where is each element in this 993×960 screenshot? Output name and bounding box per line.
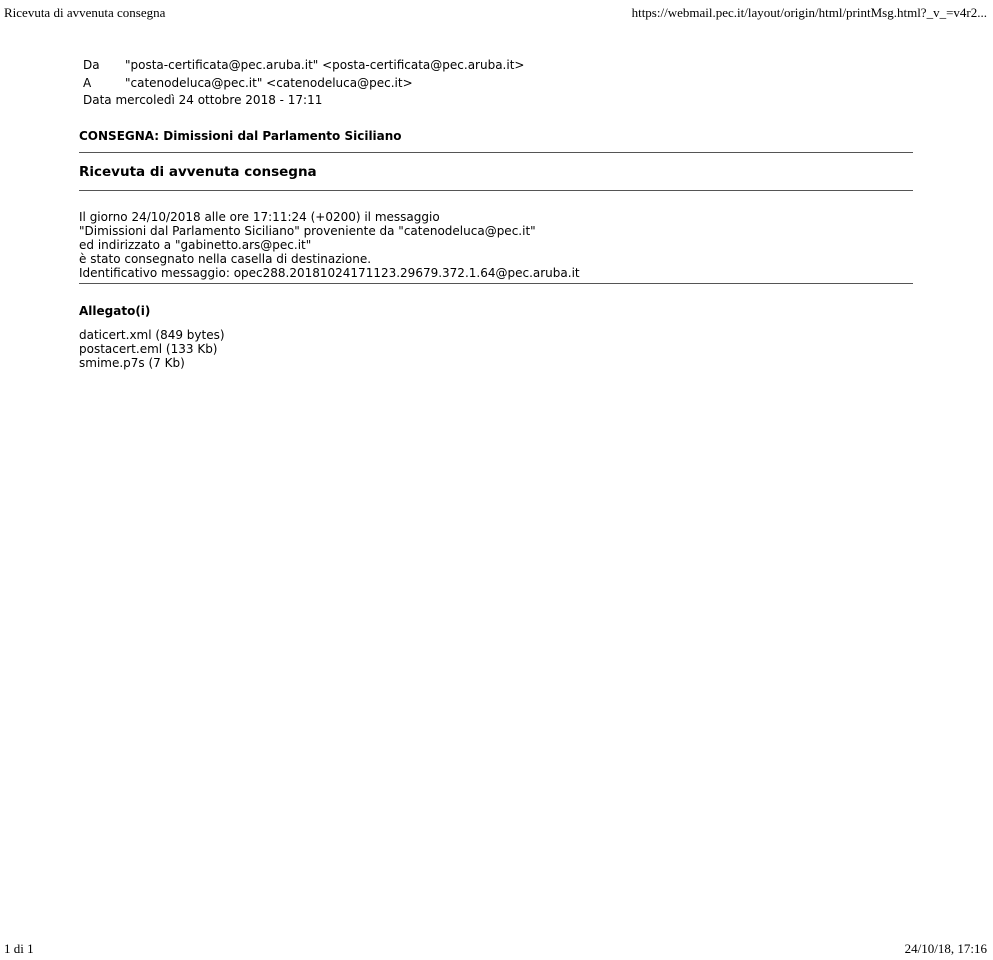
receipt-text [79,210,913,280]
date-row: Data mercoledì 24 ottobre 2018 - 17:11 [83,93,323,107]
body-line: ed indirizzato a "gabinetto.ars@pec.it" [79,238,312,252]
to-value: "catenodeluca@pec.it" <catenodeluca@pec.it> [125,75,413,90]
from-row [79,56,913,74]
body-line: Identificativo messaggio: opec288.20181024171123.29679.372.1.64@pec.aruba.it [79,266,580,280]
attachment-item: smime.p7s (7 Kb) [79,356,185,370]
print-header-url: https://webmail.pec.it/layout/origin/html/printMsg.html?_v_=v4r2... [631,5,987,20]
divider [79,190,913,191]
body-line: è stato consegnato nella casella di destinazione. [79,252,372,266]
to-label: A [83,75,92,90]
attachment-item: daticert.xml (849 bytes) [79,328,225,342]
attachments-title: Allegato(i) [79,304,151,318]
body-line: Il giorno 24/10/2018 alle ore 17:11:24 (+0200) il messaggio [79,210,440,224]
to-row [79,74,913,92]
from-value: "posta-certificata@pec.aruba.it" <posta-certificata@pec.aruba.it> [125,57,525,72]
divider [79,283,913,284]
from-label: Da [83,57,100,72]
print-header-title: Ricevuta di avvenuta consegna [4,5,166,20]
message-subject: CONSEGNA: Dimissioni dal Parlamento Siciliano [79,129,402,143]
attachments-list [79,328,913,370]
receipt-title: Ricevuta di avvenuta consegna [79,164,317,180]
divider [79,152,913,153]
print-footer-page: 1 di 1 [4,941,34,956]
attachment-item: postacert.eml (133 Kb) [79,342,218,356]
print-footer-datetime: 24/10/18, 17:16 [904,941,987,956]
body-line: "Dimissioni dal Parlamento Siciliano" proveniente da "catenodeluca@pec.it" [79,224,536,238]
message-body [79,56,913,370]
